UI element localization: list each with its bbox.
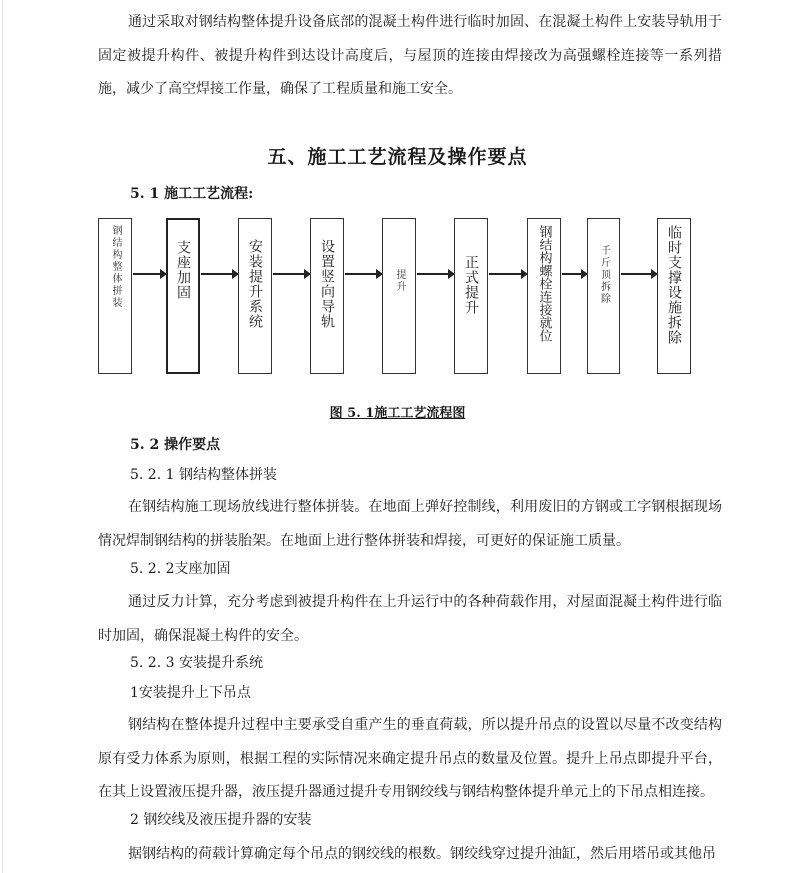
flow-step-5-label: 提升	[394, 269, 405, 293]
flow-arrow-8	[621, 273, 657, 275]
subheading-5-1: 5. 1 施工工艺流程:	[130, 186, 254, 202]
flow-step-6	[454, 218, 488, 374]
flow-arrow-1	[133, 273, 166, 275]
flow-step-4	[310, 218, 344, 374]
flow-step-3-label: 安装提升系统	[247, 239, 263, 329]
paragraph-5-2-1: 在钢结构施工现场放线进行整体拼装。在地面上弹好控制线，利用废旧的方钢或工字钢根据现场情况焊制钢结构的拼装胎架。在地面上进行整体拼装和焊接，可更好的保证施工质量。	[98, 499, 722, 549]
flow-step-5	[382, 218, 416, 374]
flow-step-9	[657, 218, 691, 374]
flow-step-7-label: 钢结构螺栓连接就位	[536, 225, 552, 342]
flow-step-9-label: 临时支撑设施拆除	[666, 225, 682, 345]
subheading-5-2-2: 5. 2. 2支座加固	[130, 561, 231, 577]
figure-caption-text: 图 5. 1施工工艺流程图	[329, 406, 466, 421]
flow-step-4-label: 设置竖向导轨	[319, 239, 335, 329]
flow-arrow-5	[417, 273, 454, 275]
item-2-heading: 2 钢绞线及液压提升器的安装	[130, 812, 312, 828]
paragraph-5-2-2: 通过反力计算，充分考虑到被提升构件在上升运行中的各种荷载作用，对屋面混凝土构件进行临时加固，确保混凝土构件的安全。	[98, 594, 722, 644]
section-title: 五、施工工艺流程及操作要点	[267, 146, 528, 168]
flow-step-1	[98, 218, 132, 374]
flow-arrow-2	[201, 273, 238, 275]
flow-step-8	[587, 218, 620, 374]
subheading-5-2: 5. 2 操作要点	[130, 437, 221, 453]
flow-step-7	[527, 218, 561, 374]
paragraph-item-2: 据钢结构的荷载计算确定每个吊点的钢绞线的根数。钢绞线穿过提升油缸，然后用塔吊或其他吊	[128, 846, 716, 862]
flow-step-2-label: 支座加固	[175, 240, 191, 300]
intro-paragraph: 通过采取对钢结构整体提升设备底部的混凝土构件进行临时加固、在混凝土构件上安装导轨用于固定被提升构件、被提升构件到达设计高度后，与屋顶的连接由焊接改为高强螺栓连接等一系列措施，减少了高空焊接工作量，确保了工程质量和施工安全。	[98, 14, 722, 97]
flow-step-6-label: 正式提升	[463, 255, 479, 315]
flow-step-3	[238, 218, 272, 374]
page-edge-line	[2, 0, 3, 873]
flow-arrow-6	[489, 273, 527, 275]
flow-step-8-label: 千斤顶拆除	[598, 245, 610, 305]
paragraph-item-1: 钢结构在整体提升过程中主要承受自重产生的垂直荷载，所以提升吊点的设置以尽量不改变结构原有受力体系为原则，根据工程的实际情况来确定提升吊点的数量及位置。提升上吊点即提升平台，在其上设置液压提升器，液压提升器通过提升专用钢绞线与钢结构整体提升单元上的下吊点相连接。	[98, 717, 722, 800]
flow-step-1-label: 钢结构整体拼装	[110, 225, 121, 309]
flow-arrow-4	[345, 273, 382, 275]
flow-step-2	[166, 218, 200, 374]
item-1-heading: 1安装提升上下吊点	[130, 685, 251, 701]
flow-arrow-7	[562, 273, 587, 275]
flow-arrow-3	[273, 273, 310, 275]
subheading-5-2-3: 5. 2. 3 安装提升系统	[130, 655, 263, 671]
subheading-5-2-1: 5. 2. 1 钢结构整体拼装	[130, 467, 277, 483]
figure-caption	[0, 402, 795, 421]
